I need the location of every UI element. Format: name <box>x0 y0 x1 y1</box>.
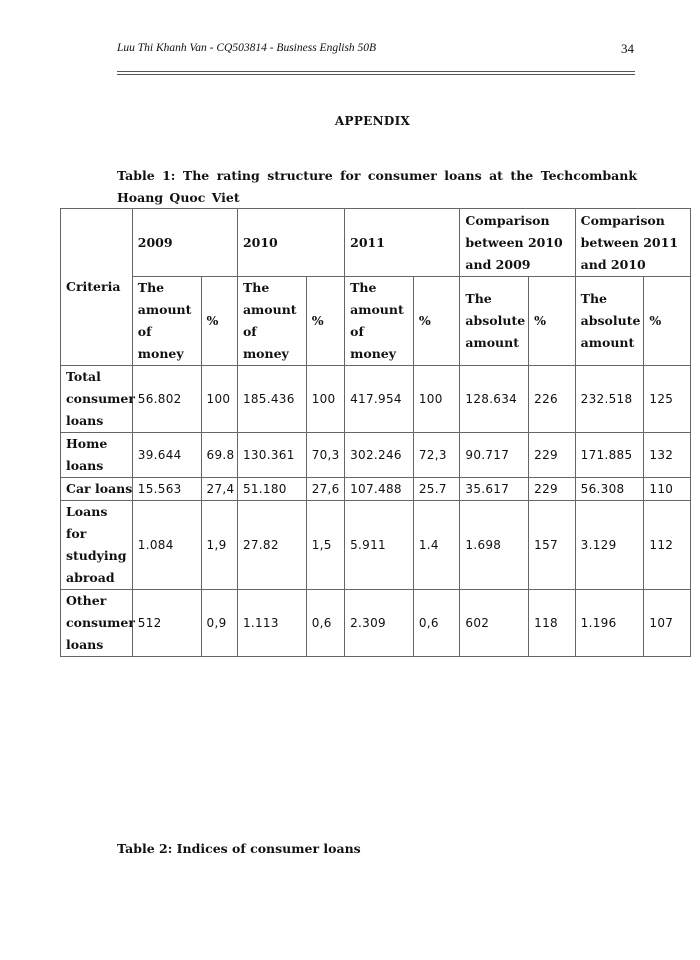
table-cell: 107.488 <box>345 478 414 501</box>
table-cell: 1.113 <box>237 590 306 657</box>
table-cell: 25.7 <box>413 478 460 501</box>
table-cell: 130.361 <box>237 433 306 478</box>
table-cell: 125 <box>644 366 691 433</box>
table1-caption: Table 1: The rating structure for consumer loans at the Techcombank Hoang Quoc Viet <box>117 168 637 205</box>
table-cell: 56.308 <box>575 478 644 501</box>
header-rule-bottom <box>117 74 635 75</box>
table-cell: 1.196 <box>575 590 644 657</box>
table-row <box>61 501 691 590</box>
percent-header: % <box>529 277 576 366</box>
table-cell: 0,6 <box>413 590 460 657</box>
table-row <box>61 590 691 657</box>
table-cell: 2.309 <box>345 590 414 657</box>
table-cell: 185.436 <box>237 366 306 433</box>
table-cell: 0,9 <box>201 590 237 657</box>
table-cell: 72,3 <box>413 433 460 478</box>
criteria-header: Criteria <box>61 209 133 366</box>
page-number: 34 <box>621 41 634 56</box>
table-row <box>61 433 691 478</box>
table-cell: 110 <box>644 478 691 501</box>
table-cell: 302.246 <box>345 433 414 478</box>
table-cell: 417.954 <box>345 366 414 433</box>
row-criteria: Other consumer loans <box>61 590 133 657</box>
row-criteria: Car loans <box>61 478 133 501</box>
year-header: 2010 <box>237 209 344 277</box>
table-row <box>61 366 691 433</box>
table-cell: 27,4 <box>201 478 237 501</box>
header-rule-top <box>117 71 635 72</box>
row-criteria: Total consumer loans <box>61 366 133 433</box>
absolute-header: The absolute amount <box>575 277 644 366</box>
table-cell: 69.8 <box>201 433 237 478</box>
table-cell: 100 <box>413 366 460 433</box>
table-cell: 229 <box>529 478 576 501</box>
table-row <box>61 478 691 501</box>
table-cell: 70,3 <box>306 433 344 478</box>
percent-header: % <box>306 277 344 366</box>
comparison-header: Comparison between 2010 and 2009 <box>460 209 575 277</box>
table-cell: 1.698 <box>460 501 529 590</box>
table-cell: 1.084 <box>132 501 201 590</box>
percent-header: % <box>201 277 237 366</box>
table-cell: 512 <box>132 590 201 657</box>
table-cell: 128.634 <box>460 366 529 433</box>
table-cell: 118 <box>529 590 576 657</box>
table-cell: 1.4 <box>413 501 460 590</box>
table-cell: 112 <box>644 501 691 590</box>
table-cell: 232.518 <box>575 366 644 433</box>
table-cell: 1,5 <box>306 501 344 590</box>
table-cell: 1,9 <box>201 501 237 590</box>
year-header: 2011 <box>345 209 460 277</box>
table-cell: 90.717 <box>460 433 529 478</box>
amount-header: The amount of money <box>345 277 414 366</box>
year-header: 2009 <box>132 209 237 277</box>
row-criteria: Home loans <box>61 433 133 478</box>
table-cell: 157 <box>529 501 576 590</box>
table-cell: 51.180 <box>237 478 306 501</box>
table-cell: 229 <box>529 433 576 478</box>
row-criteria: Loans for studying abroad <box>61 501 133 590</box>
table-cell: 107 <box>644 590 691 657</box>
appendix-title: APPENDIX <box>334 114 411 128</box>
table-cell: 3.129 <box>575 501 644 590</box>
amount-header: The amount of money <box>132 277 201 366</box>
table-cell: 602 <box>460 590 529 657</box>
table-cell: 132 <box>644 433 691 478</box>
absolute-header: The absolute amount <box>460 277 529 366</box>
percent-header: % <box>644 277 691 366</box>
table-cell: 27,6 <box>306 478 344 501</box>
table-cell: 171.885 <box>575 433 644 478</box>
consumer-loans-table <box>60 208 691 657</box>
table-cell: 56.802 <box>132 366 201 433</box>
table2-caption: Table 2: Indices of consumer loans <box>117 841 361 856</box>
running-title: Luu Thi Khanh Van - CQ503814 - Business English 50B <box>117 42 377 54</box>
table-cell: 35.617 <box>460 478 529 501</box>
running-header <box>117 42 637 54</box>
table-cell: 5.911 <box>345 501 414 590</box>
amount-header: The amount of money <box>237 277 306 366</box>
table-cell: 39.644 <box>132 433 201 478</box>
table-cell: 100 <box>201 366 237 433</box>
comparison-header: Comparison between 2011 and 2010 <box>575 209 690 277</box>
table-cell: 226 <box>529 366 576 433</box>
table-cell: 15.563 <box>132 478 201 501</box>
table-cell: 27.82 <box>237 501 306 590</box>
percent-header: % <box>413 277 460 366</box>
table-cell: 100 <box>306 366 344 433</box>
table-cell: 0,6 <box>306 590 344 657</box>
